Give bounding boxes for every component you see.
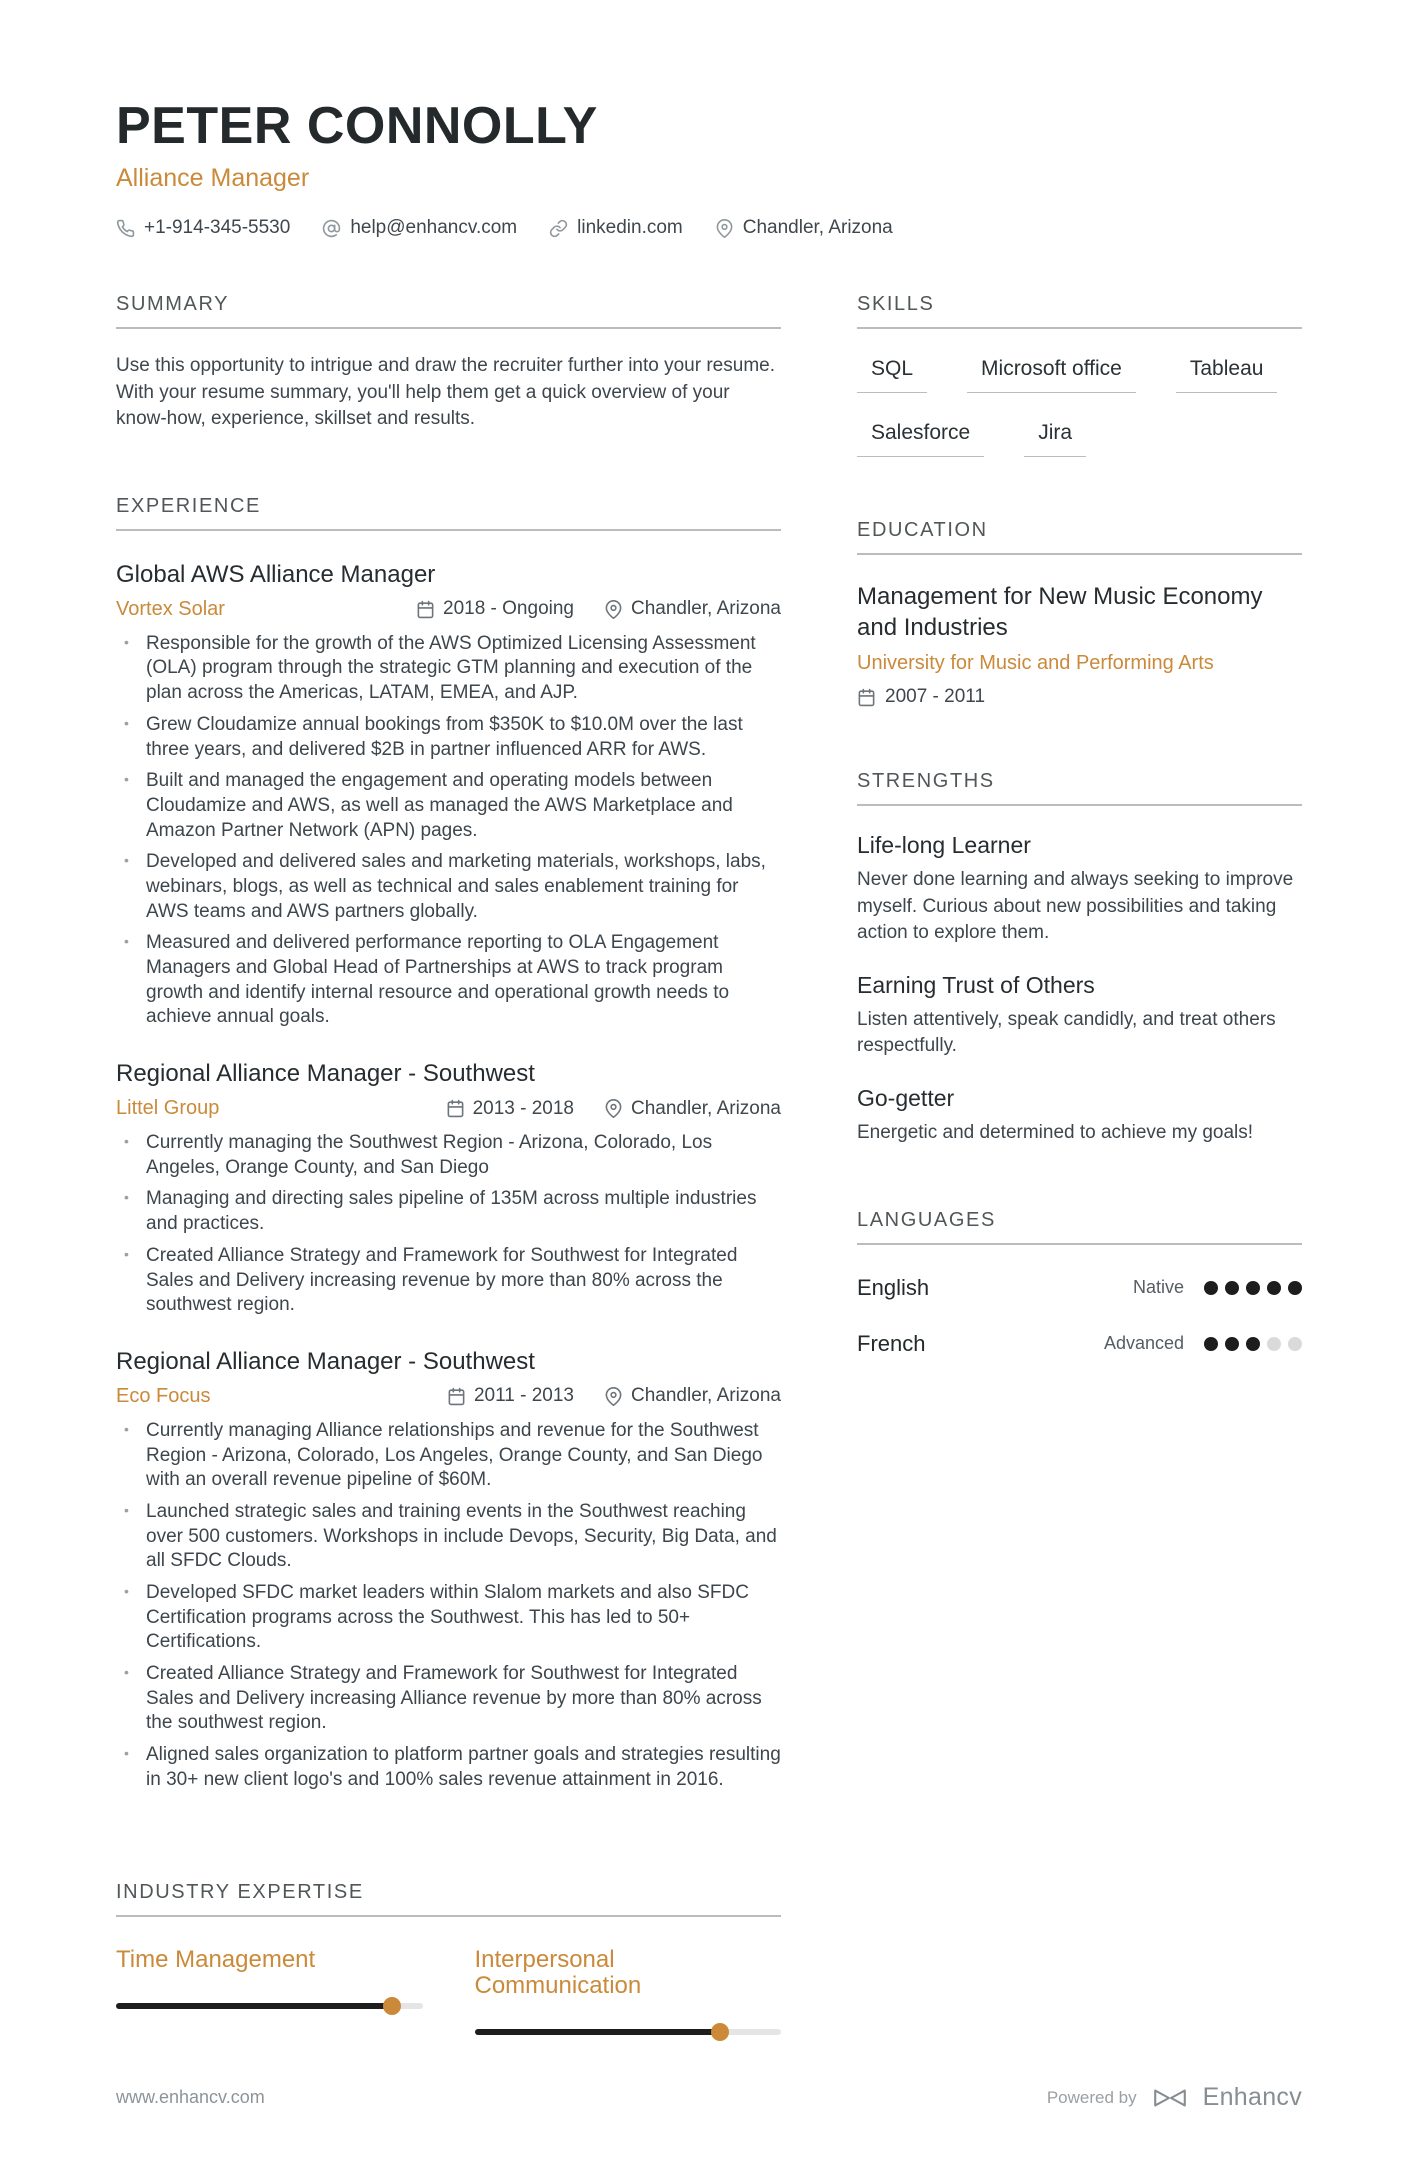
level-dot [1267, 1281, 1281, 1295]
job-bullet: • Launched strategic sales and training events in the Southwest reaching over 500 customers. Workshops in include Devops, Security, Big Data, and all SFDC Clouds. [116, 1500, 781, 1574]
experience-entry [116, 561, 781, 1030]
contact-location [715, 217, 893, 239]
experience-list [116, 561, 781, 1793]
strength-text: Energetic and determined to achieve my goals! [857, 1122, 1254, 1144]
job-dates [446, 1098, 574, 1120]
strength-title: Earning Trust of Others [857, 972, 1095, 999]
job-dates [416, 598, 574, 620]
level-dot [1267, 1337, 1281, 1351]
language-level-label: Native [1132, 1277, 1184, 1298]
skill-item: SQL [857, 357, 927, 393]
level-dot [1246, 1281, 1260, 1295]
job-meta-row [116, 598, 781, 621]
summary-text: Use this opportunity to intrigue and draw the recruiter further into your resume. With your resume summary, you'll help them get a quick overview of your know-how, experience, skillset and results. [116, 355, 775, 430]
skill-item: Microsoft office [967, 357, 1136, 393]
email-address: help@enhancv.com [350, 217, 518, 238]
job-bullet: • Currently managing Alliance relationships and revenue for the Southwest Region - Arizona, Colorado, Los Angeles, Orange County, and San Diego with an overall revenue pipeline of $60M. [116, 1419, 781, 1493]
calendar-icon [857, 688, 876, 707]
job-bullets [116, 632, 781, 1030]
job-bullet: • Measured and delivered performance reporting to OLA Engagement Managers and Global Head of Partnerships at AWS to track program growth and identify internal resource and operational growth needs to achieve annual goals. [116, 931, 781, 1030]
summary-heading: SUMMARY [116, 293, 781, 329]
calendar-icon [447, 1387, 466, 1406]
job-bullet: • Built and managed the engagement and operating models between Cloudamize and AWS, as well as managed the AWS Marketplace and Amazon Partner Network (APN) pages. [116, 769, 781, 843]
linkedin-link: linkedin.com [577, 217, 683, 238]
strength-item [857, 972, 1302, 1059]
language-level-label: Advanced [1103, 1333, 1184, 1354]
enhancv-logo-icon [1151, 2085, 1189, 2111]
calendar-icon [446, 1099, 465, 1118]
level-dot [1204, 1337, 1218, 1351]
education-dates-text: 2007 - 2011 [885, 686, 986, 708]
language-row [857, 1275, 1302, 1301]
expertise-list [116, 1947, 781, 2036]
expertise-label: Interpersonal Communication [474, 1945, 642, 1999]
skills-heading: SKILLS [857, 293, 1302, 329]
location-icon [604, 1387, 623, 1406]
resume-body [116, 293, 1302, 2035]
location-icon [604, 600, 623, 619]
job-title: Regional Alliance Manager - Southwest [116, 1347, 535, 1375]
strength-item [857, 1085, 1302, 1146]
expertise-item [475, 1947, 782, 2036]
job-location-text: Chandler, Arizona [631, 598, 781, 620]
education-heading: EDUCATION [857, 519, 1302, 555]
skills-list [857, 357, 1302, 457]
level-dot [1288, 1337, 1302, 1351]
company-name: Vortex Solar [116, 597, 225, 620]
contact-link[interactable] [549, 217, 683, 239]
experience-entry [116, 1348, 781, 1793]
job-bullet: • Aligned sales organization to platform partner goals and strategies resulting in 30+ new client logo's and 100% sales revenue attainment in 2016. [116, 1743, 781, 1792]
section-languages [857, 1209, 1302, 1357]
strength-title: Life-long Learner [857, 832, 1031, 859]
section-skills [857, 293, 1302, 457]
contact-email[interactable] [322, 217, 517, 239]
job-bullets [116, 1131, 781, 1318]
section-education [857, 519, 1302, 708]
calendar-icon [416, 600, 435, 619]
job-bullet: • Grew Cloudamize annual bookings from $350K to $10.0M over the last three years, and delivered $2B in partner influenced ARR for AWS. [116, 713, 781, 762]
strengths-list [857, 832, 1302, 1146]
level-dot [1225, 1281, 1239, 1295]
contact-row [116, 217, 1302, 239]
job-bullet: • Developed and delivered sales and marketing materials, workshops, labs, webinars, blogs, as well as technical and sales enablement training for AWS teams and AWS partners globally. [116, 850, 781, 924]
job-location-text: Chandler, Arizona [631, 1097, 781, 1119]
languages-list [857, 1275, 1302, 1357]
page-footer [116, 2035, 1302, 2112]
job-title: Regional Alliance Manager - Southwest [116, 1060, 535, 1088]
degree-title: Management for New Music Economy and Industries [857, 583, 1263, 642]
company-name: Littel Group [116, 1097, 220, 1120]
company-name: Eco Focus [116, 1384, 211, 1407]
experience-heading: EXPERIENCE [116, 495, 781, 531]
strength-title: Go-getter [857, 1085, 955, 1112]
job-location [604, 598, 781, 620]
job-location [604, 1385, 781, 1407]
strengths-heading: STRENGTHS [857, 770, 1302, 806]
strength-text: Listen attentively, speak candidly, and treat others respectfully. [857, 1009, 1276, 1057]
phone-number: +1-914-345-5530 [144, 217, 291, 238]
section-summary [116, 293, 781, 433]
job-dates-text: 2013 - 2018 [472, 1097, 574, 1119]
school-name: University for Music and Performing Arts [857, 652, 1214, 675]
location-icon [715, 219, 734, 238]
job-dates [447, 1385, 574, 1407]
job-bullet: • Developed SFDC market leaders within Slalom markets and also SFDC Certification programs across the Southwest. This has led to 50+ Certifications. [116, 1581, 781, 1655]
expertise-slider-fill [116, 2003, 392, 2009]
powered-by-block[interactable] [1047, 2083, 1302, 2112]
education-dates [857, 686, 1302, 708]
contact-phone[interactable] [116, 217, 290, 239]
job-bullet: • Responsible for the growth of the AWS Optimized Licensing Assessment (OLA) program through the strategic GTM planning and execution of the plan across the Americas, LATAM, EMEA, and AJP. [116, 632, 781, 706]
skill-item: Tableau [1176, 357, 1278, 393]
location-icon [604, 1099, 623, 1118]
section-strengths [857, 770, 1302, 1146]
expertise-slider-knob[interactable] [383, 1997, 401, 2015]
level-dot [1288, 1281, 1302, 1295]
email-icon [322, 219, 341, 238]
section-industry-expertise [116, 1881, 781, 2036]
skill-item: Salesforce [857, 421, 984, 457]
language-level-dots [1204, 1337, 1302, 1351]
person-title: Alliance Manager [116, 164, 310, 192]
expertise-slider[interactable] [116, 2003, 423, 2009]
job-bullet: • Currently managing the Southwest Region - Arizona, Colorado, Los Angeles, Orange County, and San Diego [116, 1131, 781, 1180]
strength-item [857, 832, 1302, 946]
job-meta-row [116, 1385, 781, 1408]
level-dot [1225, 1337, 1239, 1351]
languages-heading: LANGUAGES [857, 1209, 1302, 1245]
job-title: Global AWS Alliance Manager [116, 560, 436, 588]
level-dot [1204, 1281, 1218, 1295]
job-location [604, 1098, 781, 1120]
level-dot [1246, 1337, 1260, 1351]
expertise-label: Time Management [116, 1945, 316, 1973]
right-column [857, 293, 1302, 1357]
industry-expertise-heading: INDUSTRY EXPERTISE [116, 1881, 781, 1917]
experience-entry [116, 1060, 781, 1318]
phone-icon [116, 219, 135, 238]
language-name: English [857, 1274, 930, 1300]
job-bullets [116, 1419, 781, 1793]
job-bullet: • Managing and directing sales pipeline of 135M across multiple industries and practices. [116, 1187, 781, 1236]
job-bullet: • Created Alliance Strategy and Framework for Southwest for Integrated Sales and Delivery increasing Alliance revenue by more than 80% across the southwest region. [116, 1662, 781, 1736]
enhancv-site-link[interactable]: www.enhancv.com [116, 2087, 265, 2108]
job-location-text: Chandler, Arizona [631, 1385, 781, 1407]
resume-header [116, 96, 1302, 239]
language-name: French [857, 1330, 926, 1356]
skill-item: Jira [1024, 421, 1086, 457]
job-bullet: • Created Alliance Strategy and Framework for Southwest for Integrated Sales and Delivery increasing revenue by more than 80% across the southwest region. [116, 1244, 781, 1318]
left-column [116, 293, 781, 2035]
strength-text: Never done learning and always seeking to improve myself. Curious about new possibilities and taking action to explore them. [857, 869, 1294, 943]
language-level-dots [1204, 1281, 1302, 1295]
job-dates-text: 2011 - 2013 [473, 1385, 574, 1407]
expertise-slider[interactable] [475, 2029, 782, 2035]
language-row [857, 1331, 1302, 1357]
expertise-slider-knob[interactable] [711, 2023, 729, 2041]
link-icon [549, 219, 568, 238]
job-meta-row [116, 1097, 781, 1120]
expertise-item [116, 1947, 423, 2036]
person-name: PETER CONNOLLY [116, 97, 598, 155]
location-text: Chandler, Arizona [742, 217, 893, 238]
job-dates-text: 2018 - Ongoing [443, 598, 574, 620]
section-experience [116, 495, 781, 1793]
expertise-slider-fill [475, 2029, 720, 2035]
powered-by-label: Powered by [1046, 2087, 1137, 2107]
enhancv-brand-name: Enhancv [1202, 2083, 1302, 2112]
